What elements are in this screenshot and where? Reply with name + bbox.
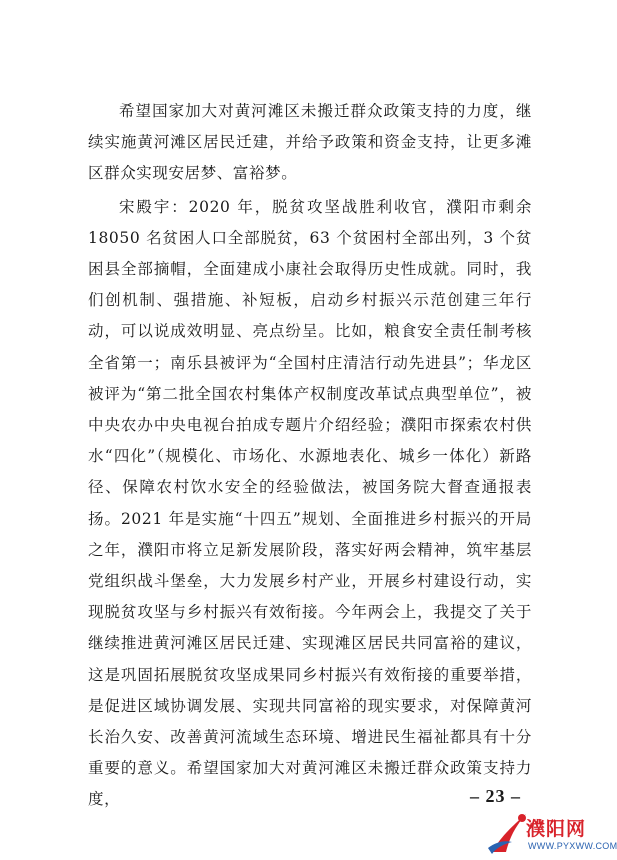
watermark-url: WWW.PYXWW.COM <box>528 841 617 851</box>
watermark-logo <box>486 808 617 858</box>
paragraph-2: 宋殿宇：2020 年，脱贫攻坚战胜利收官，濮阳市剩余 18050 名贫困人口全部脱贫，63 个贫困村全部出列，3 个贫困县全部摘帽，全面建成小康社会取得历史性成就。同时，我们创机制、强措施、补短板，启动乡村振兴示范创建三年行动，可以说成效明显、亮点纷呈。比如，粮食安全责任制考核全省第一；南乐县被评为“全国村庄清洁行动先进县”；华龙区被评为“第二批全国农村集体产权制度改革试点典型单位”，被中央农办中央电视台拍成专题片介绍经验；濮阳市探索农村供水“四化”（规模化、市场化、水源地表化、城乡一体化）新路径、保障农村饮水安全的经验做法，被国务院大督查通报表扬。2021 年是实施“十四五”规划、全面推进乡村振兴的开局之年，濮阳市将立足新发展阶段，落实好两会精神，筑牢基层党组织战斗堡垒，大力发展乡村产业，开展乡村建设行动，实现脱贫攻坚与乡村振兴有效衔接。今年两会上，我提交了关于继续推进黄河滩区居民迁建、实现滩区居民共同富裕的建议，这是巩固拓展脱贫攻坚成果同乡村振兴有效衔接的重要举措，是促进区域协调发展、实现共同富裕的现实要求，对保障黄河长治久安、改善黄河流域生态环境、增进民生福祉都具有十分重要的意义。希望国家加大对黄河滩区未搬迁群众政策支持力度， <box>88 197 532 809</box>
pyxww-logo-icon <box>486 808 530 856</box>
paragraph-1: 希望国家加大对黄河滩区未搬迁群众政策支持的力度，继续实施黄河滩区居民迁建，并给予政策和资金支持，让更多滩区群众实现安居梦、富裕梦。 <box>88 102 532 183</box>
body-text <box>88 96 532 816</box>
watermark-name: 濮阳网 <box>526 818 587 840</box>
page-number: – 23 – <box>470 786 521 806</box>
